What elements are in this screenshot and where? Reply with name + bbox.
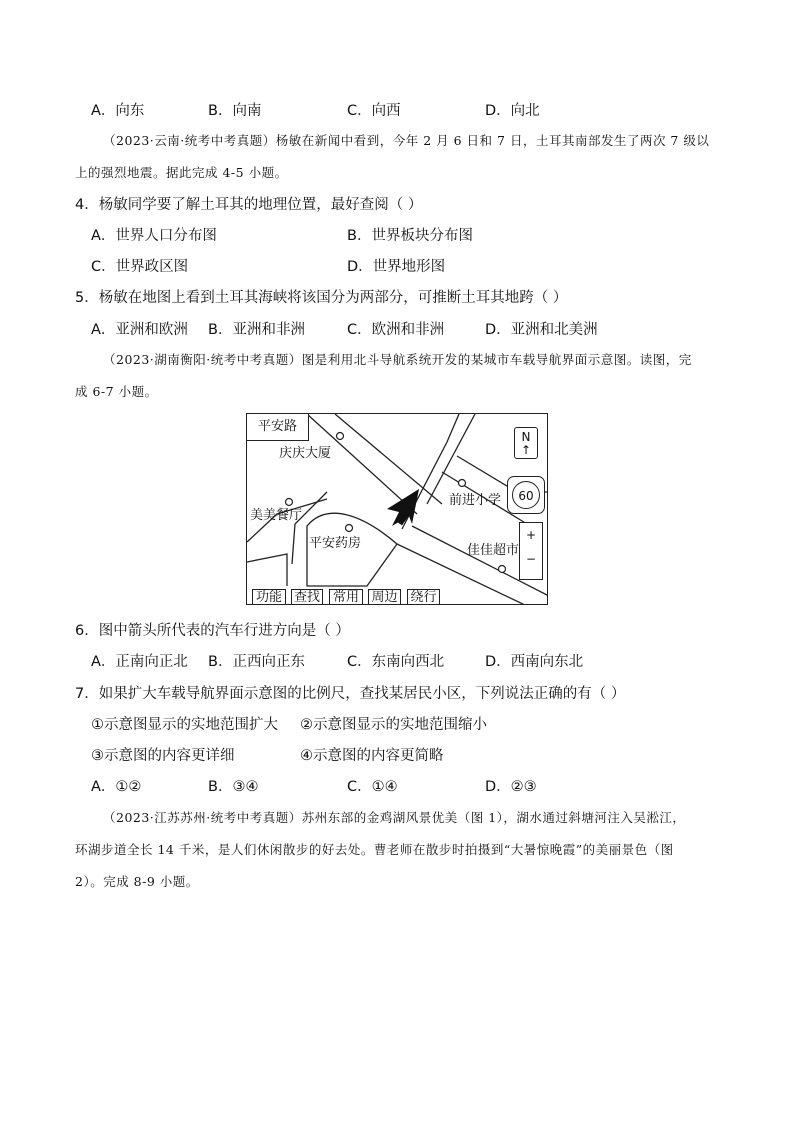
q7-statement-1: ①示意图显示的实地范围扩大 [91, 717, 278, 733]
zoom-control [519, 522, 543, 580]
q7-option-a[interactable]: A．①② [91, 779, 142, 795]
q5-option-b[interactable]: B．亚洲和非洲 [208, 322, 305, 338]
q7-statement-2: ②示意图显示的实地范围缩小 [300, 717, 487, 733]
place-label-qianjin-school: 前进小学 [449, 493, 502, 508]
q3-option-b[interactable]: B．向南 [208, 103, 262, 119]
q5-option-c[interactable]: C．欧洲和非洲 [347, 322, 445, 338]
poi-marker [346, 525, 353, 532]
zoom-out-button[interactable]: − [525, 552, 537, 566]
intro3-line3: 2）。完成 8-9 小题。 [75, 874, 199, 889]
road-name-label: 平安路 [247, 414, 309, 441]
q7-statement-3: ③示意图的内容更详细 [91, 748, 235, 764]
q5-option-a[interactable]: A．亚洲和欧洲 [91, 322, 188, 338]
place-label-qingqing-building: 庆庆大厦 [279, 446, 332, 461]
q4-option-a[interactable]: A．世界人口分布图 [91, 228, 217, 244]
frequent-button[interactable]: 常用 [329, 589, 363, 605]
q7-option-b[interactable]: B．③④ [208, 779, 259, 795]
q6-option-a[interactable]: A．正南向正北 [91, 654, 188, 670]
road-edge [335, 414, 442, 504]
q7-option-d[interactable]: D．②③ [485, 779, 537, 795]
navigation-map-figure [246, 413, 548, 605]
poi-marker [286, 499, 293, 506]
function-button[interactable]: 功能 [252, 589, 286, 605]
q4-stem: 4．杨敏同学要了解土耳其的地理位置，最好查阅（ ） [75, 197, 423, 213]
q3-option-a[interactable]: A．向东 [91, 103, 145, 119]
vehicle-direction-arrow [387, 489, 419, 526]
q6-option-b[interactable]: B．正西向正东 [208, 654, 305, 670]
intro1-line1: （2023·云南·统考中考真题）杨敏在新闻中看到，今年 2 月 6 日和 7 日，土耳其南部发生了两次 7 级以 [103, 133, 710, 148]
speed-limit-value: 60 [512, 481, 540, 509]
q7-option-c[interactable]: C．①④ [347, 779, 398, 795]
place-label-jiajia-supermarket: 佳佳超市 [467, 543, 520, 558]
north-label: N [521, 430, 531, 444]
north-indicator [514, 427, 538, 459]
q7-stem: 7．如果扩大车载导航界面示意图的比例尺，查找某居民小区，下列说法正确的有（ ） [75, 686, 626, 702]
q7-statement-4: ④示意图的内容更简略 [300, 748, 444, 764]
q6-option-d[interactable]: D．西南向东北 [485, 654, 584, 670]
q3-option-c[interactable]: C．向西 [347, 103, 401, 119]
q4-option-d[interactable]: D．世界地形图 [347, 259, 446, 275]
road-edge [307, 414, 417, 514]
road-edge [292, 492, 327, 564]
poi-marker [499, 566, 506, 573]
search-button[interactable]: 查找 [291, 589, 323, 605]
q6-option-c[interactable]: C．东南向西北 [347, 654, 445, 670]
q4-option-c[interactable]: C．世界政区图 [91, 259, 189, 275]
nearby-button[interactable]: 周边 [368, 589, 401, 605]
poi-marker [337, 433, 344, 440]
intro3-line2: 环湖步道全长 14 千米，是人们休闲散步的好去处。曹老师在散步时拍摄到“大暑惊晚霞”的美丽景色（图 [75, 842, 674, 857]
place-label-pingan-pharmacy: 平安药房 [309, 536, 362, 551]
north-arrow-icon: ↑ [520, 443, 532, 457]
speed-limit-sign [507, 476, 545, 514]
detour-button[interactable]: 绕行 [407, 589, 440, 605]
q4-option-b[interactable]: B．世界板块分布图 [347, 228, 473, 244]
zoom-in-button[interactable]: + [525, 528, 537, 542]
place-label-meimei-restaurant: 美美餐厅 [250, 508, 303, 523]
q5-option-d[interactable]: D．亚洲和北美洲 [485, 322, 598, 338]
intro2-line2: 成 6-7 小题。 [75, 384, 158, 399]
q3-option-d[interactable]: D．向北 [485, 103, 540, 119]
poi-marker [459, 480, 466, 487]
q5-stem: 5．杨敏在地图上看到土耳其海峡将该国分为两部分，可推断土耳其地跨（ ） [75, 290, 568, 306]
intro3-line1: （2023·江苏苏州·统考中考真题）苏州东部的金鸡湖风景优美（图 1），湖水通过斜塘河注入吴淞江， [103, 810, 686, 825]
intro1-line2: 上的强烈地震。据此完成 4-5 小题。 [75, 165, 288, 180]
intro2-line1: （2023·湖南衡阳·统考中考真题）图是利用北斗导航系统开发的某城市车载导航界面示意图。读图，完 [103, 352, 692, 367]
road-edge [427, 414, 475, 504]
q6-stem: 6．图中箭头所代表的汽车行进方向是（ ） [75, 623, 350, 639]
